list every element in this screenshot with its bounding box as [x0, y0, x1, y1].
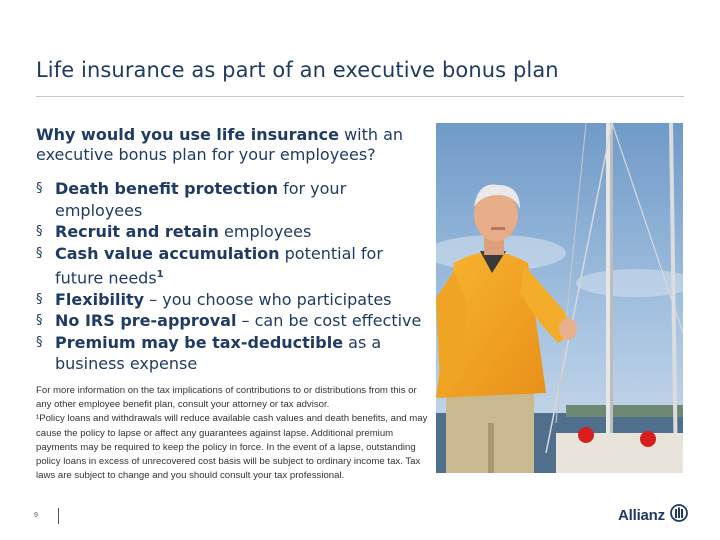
logo-text: Allianz — [618, 506, 665, 524]
bullet-marker: § — [36, 224, 43, 239]
bullet-bold: Flexibility — [55, 289, 145, 309]
bullet-marker: § — [36, 334, 43, 350]
allianz-eagle-icon — [670, 504, 688, 527]
intro-question — [36, 125, 431, 165]
benefit-list — [36, 178, 431, 375]
bullet-text: – you choose who participates — [144, 289, 392, 309]
bullet-marker: § — [36, 313, 43, 329]
bullet-marker: § — [36, 181, 43, 196]
list-item — [36, 178, 431, 221]
list-item — [36, 289, 431, 311]
bullet-text: – can be cost effective — [236, 311, 422, 331]
page-number: 9 — [34, 512, 38, 519]
footnote-general: For more information on the tax implications of contributions to or distributions from this or any other employee benefit plan, consult your attorney or tax advisor. — [36, 385, 417, 411]
footnotes — [36, 384, 434, 483]
list-item — [36, 221, 431, 243]
intro-rest: with an executive bonus plan for your employees? — [36, 125, 404, 164]
bullet-text: for your employees — [55, 179, 347, 220]
footnote-ref: 1 — [156, 269, 164, 280]
intro-bold: Why would you use life insurance — [36, 125, 339, 144]
bullet-bold: Premium may be tax-deductible — [55, 332, 344, 352]
bullet-bold: Cash value accumulation — [55, 243, 280, 263]
title-divider — [36, 96, 684, 97]
bullet-text: employees — [218, 222, 312, 241]
allianz-logo — [618, 504, 688, 526]
slide-title: Life insurance as part of an executive bonus plan — [36, 58, 559, 82]
bullet-bold: Death benefit protection — [55, 179, 278, 198]
bullet-text: as a business expense — [55, 332, 382, 374]
bullet-marker: § — [36, 245, 43, 261]
bullet-text: potential for future needs — [55, 243, 383, 288]
list-item — [36, 243, 431, 289]
bullet-marker: § — [36, 291, 43, 307]
list-item — [36, 310, 431, 332]
bullet-bold: Recruit and retain — [55, 222, 219, 241]
page-number-divider — [58, 508, 59, 524]
footnote-1: ¹Policy loans and withdrawals will reduce available cash values and death benefits, and may cause the policy to lapse or affect any guarantees against lapse. Additional premium payments may be required to keep the policy in force. In the event of a lapse, outstanding policy loans in excess of unrecovered cost basis will be subject to ordinary income tax. Tax laws are subject to change and you should consult your tax professional. — [36, 413, 428, 482]
bullet-bold: No IRS pre-approval — [55, 311, 237, 331]
man-on-sailboat-image — [436, 123, 683, 473]
list-item — [36, 332, 431, 375]
